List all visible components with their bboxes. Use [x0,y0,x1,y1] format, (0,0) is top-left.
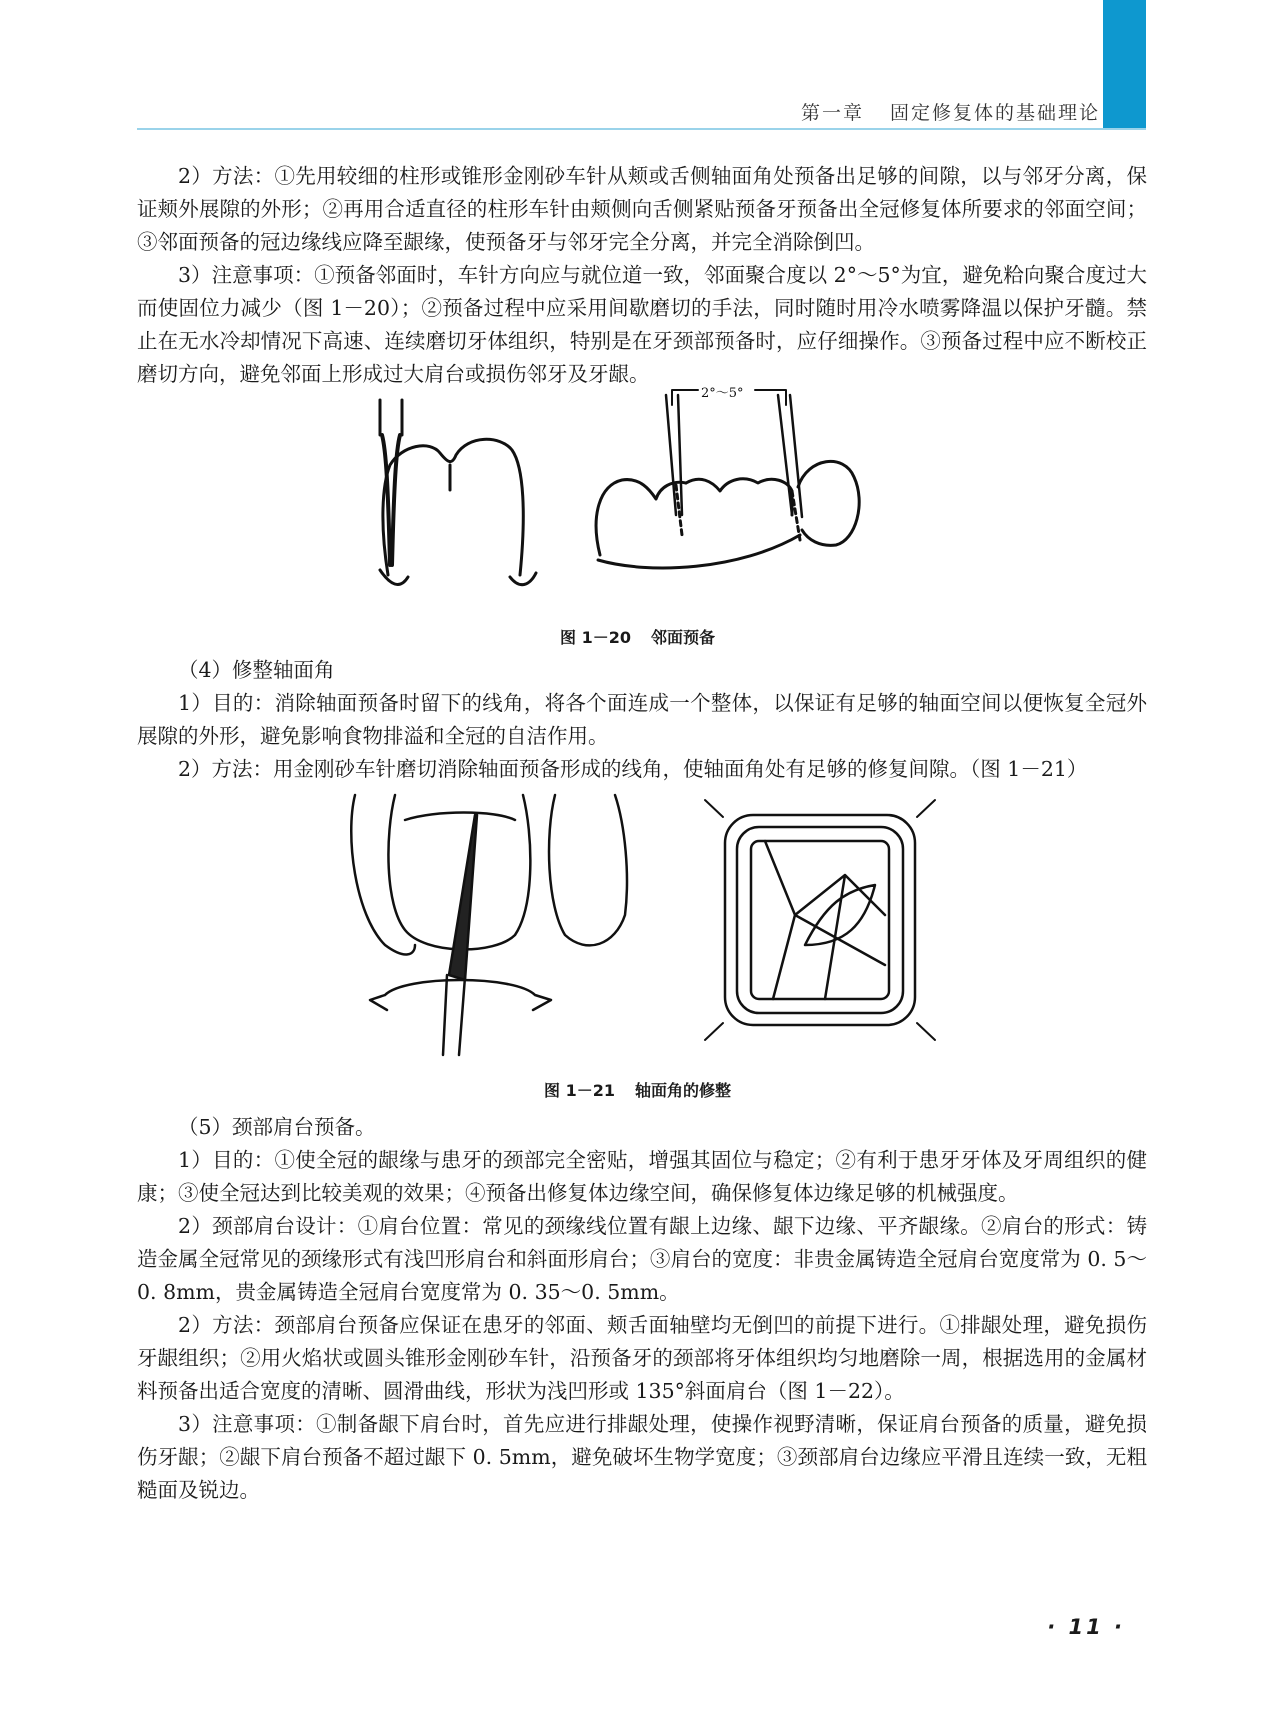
section-axial-angle [137,654,1147,786]
paragraph: 2）方法：①先用较细的柱形或锥形金刚砂车针从颊或舌侧轴面角处预备出足够的间隙，以与邻牙分离，保证颊外展隙的外形；②再用合适直径的柱形车针由颊侧向舌侧紧贴预备牙预备出全冠修复体所要求的邻面空间；③邻面预备的冠边缘线应降至龈缘，使预备牙与邻牙完全分离，并完全消除倒凹。 [137,164,1147,254]
figure-title: 轴面角的修整 [634,1081,731,1100]
chapter-title: 固定修复体的基础理论 [889,102,1100,124]
page-number: · 11 · [1047,1615,1125,1639]
figure-number: 图 1－20 [560,628,631,647]
bur-right [778,395,802,517]
bur-shank [443,975,465,1055]
bone-line [598,535,800,568]
rotation-arrow [370,980,551,1010]
gingiva-left-2 [510,573,536,585]
paragraph: 3）注意事项：①制备龈下肩台时，首先应进行排龈处理，使操作视野清晰，保证肩台预备的质量，避免损伤牙龈；②龈下肩台预备不超过龈下 0. 5mm，避免破坏生物学宽度；③颈部肩台边缘应平滑且连续一致，无粗糙面及锐边。 [137,1412,1147,1502]
diamond-bur [449,815,477,980]
bur-shaft [380,400,402,435]
facet-lines [765,841,885,999]
bur-left [666,395,682,515]
chapter-color-tab [1103,0,1146,128]
section-heading: （4）修整轴面角 [178,658,335,682]
figure-1-20-caption [0,625,1275,648]
angle-bracket-left [672,390,698,405]
angle-label: 2°～5° [701,386,744,401]
paragraph: 3）注意事项：①预备邻面时，车针方向应与就位道一致，邻面聚合度以 2°～5°为宜，避免粭向聚合度过大而使固位力减少（图 1－20）；②预备过程中应采用间歇磨切的手法，同时随时用冷水喷雾降温以保护牙髓。禁止在无水冷却情况下高速、连续磨切牙体组织，特别是在牙颈部预备时，应仔细操作。③预备过程中应不断校正磨切方向，避免邻面上形成过大肩台或损伤邻牙及牙龈。 [137,263,1147,386]
tooth-adjacent [798,461,859,545]
figure-number: 图 1－21 [544,1081,615,1100]
incisal-line [405,813,515,821]
running-header [801,98,1100,125]
figure-1-20-illustration [360,386,920,595]
chapter-number: 第一章 [800,102,864,124]
figure-1-21-caption [0,1078,1275,1101]
paragraph: 1）目的：①使全冠的龈缘与患牙的颈部完全密贴，增强其固位与稳定；②有利于患牙牙体及牙周组织的健康；③使全冠达到比较美观的效果；④预备出修复体边缘空间，确保修复体边缘足够的机械强度。 [137,1148,1147,1205]
angle-bracket-right [755,390,786,405]
figure-title: 邻面预备 [650,628,715,647]
section-heading: （5）颈部肩台预备。 [178,1115,376,1139]
taper-lines [676,485,800,540]
section-proximal-method [137,160,1147,391]
figure-1-21-illustration [325,795,965,1055]
incisor-right [549,795,627,945]
paragraph: 2）颈部肩台设计：①肩台位置：常见的颈缘线位置有龈上边缘、龈下边缘、平齐龈缘。②肩台的形式：铸造金属全冠常见的颈缘形式有浅凹形肩台和斜面形肩台；③肩台的宽度：非贵金属铸造全冠肩台宽度常为 0. 5～0. 8mm，贵金属铸造全冠肩台宽度常为 0. 35～0. 5mm。 [137,1214,1147,1304]
gingiva-left [380,570,408,584]
paragraph: 2）方法：颈部肩台预备应保证在患牙的邻面、颊舌面轴壁均无倒凹的前提下进行。①排龈处理，避免损伤牙龈组织；②用火焰状或圆头锥形金刚砂车针，沿预备牙的颈部将牙体组织均匀地磨除一周，根据选用的金属材料预备出适合宽度的清晰、圆滑曲线，形状为浅凹形或 135°斜面肩台（图 1－22）。 [137,1313,1147,1403]
header-rule [137,128,1146,130]
paragraph: 2）方法：用金刚砂车针磨切消除轴面预备形成的线角，使轴面角处有足够的修复间隙。（图 1－21） [178,757,1088,781]
molar-left [383,439,523,575]
tooth-prepared [686,479,792,515]
paragraph: 1）目的：消除轴面预备时留下的线角，将各个面连成一个整体，以保证有足够的轴面空间以便恢复全冠外展隙的外形，避免影响食物排溢和全冠的自洁作用。 [137,691,1147,748]
section-shoulder-prep [137,1111,1147,1507]
tooth-premolar [596,480,686,555]
